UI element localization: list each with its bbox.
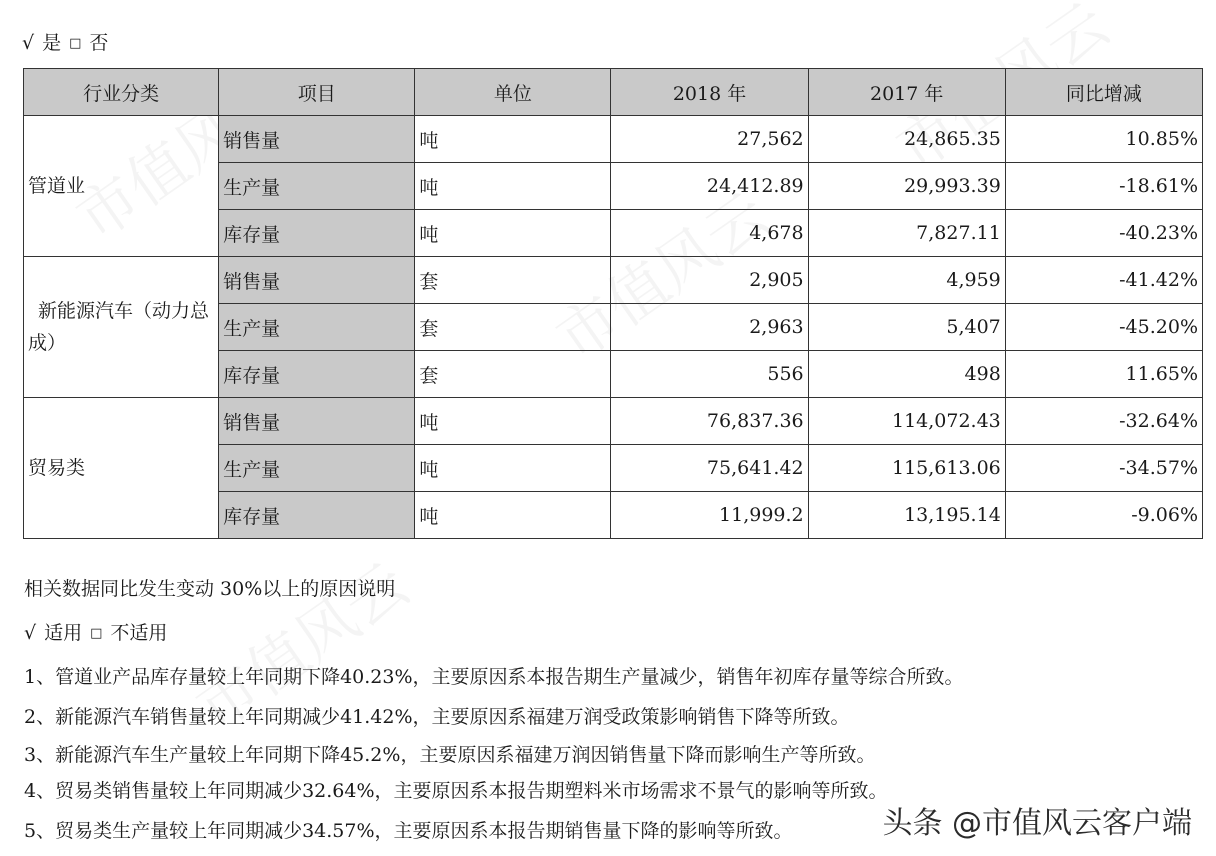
change-cell: 11.65% (1005, 351, 1202, 398)
header-unit: 单位 (415, 69, 611, 116)
change-cell: -40.23% (1005, 210, 1202, 257)
value-2018-cell: 76,837.36 (611, 398, 808, 445)
value-2018-cell: 75,641.42 (611, 445, 808, 492)
confirmation-line (22, 30, 108, 57)
table-header-row (24, 69, 1203, 116)
value-2017-cell: 498 (808, 351, 1005, 398)
check-mark: √ (22, 32, 35, 54)
check-mark: √ (24, 622, 37, 644)
not-applicable-label: 不适用 (110, 622, 168, 644)
table-row (24, 257, 1203, 304)
item-cell: 销售量 (219, 257, 415, 304)
unit-cell: 吨 (415, 163, 611, 210)
applicable-line (24, 620, 167, 647)
note-4: 4、贸易类销售量较上年同期减少32.64%，主要原因系本报告期塑料米市场需求不景气的影响等所致。 (24, 780, 888, 802)
header-industry: 行业分类 (24, 69, 219, 116)
item-cell: 销售量 (219, 116, 415, 163)
change-cell: -9.06% (1005, 492, 1202, 539)
applicable-label: 适用 (44, 622, 83, 644)
unit-cell: 吨 (415, 492, 611, 539)
note-3: 3、新能源汽车生产量较上年同期下降45.2%，主要原因系福建万润因销售量下降而影响生产等所致。 (24, 744, 876, 766)
unit-cell: 吨 (415, 445, 611, 492)
item-cell: 库存量 (219, 351, 415, 398)
unit-cell: 吨 (415, 116, 611, 163)
change-cell: -32.64% (1005, 398, 1202, 445)
value-2017-cell: 5,407 (808, 304, 1005, 351)
value-2017-cell: 13,195.14 (808, 492, 1005, 539)
note-5: 5、贸易类生产量较上年同期减少34.57%，主要原因系本报告期销售量下降的影响等所致。 (24, 820, 793, 842)
change-cell: -34.57% (1005, 445, 1202, 492)
header-2017: 2017 年 (808, 69, 1005, 116)
source-watermark: 头条 @市值风云客户端 (882, 806, 1192, 841)
item-cell: 生产量 (219, 163, 415, 210)
checkbox-empty-icon: □ (90, 626, 103, 641)
change-cell: -18.61% (1005, 163, 1202, 210)
checkbox-empty-icon: □ (69, 36, 82, 51)
item-cell: 库存量 (219, 492, 415, 539)
value-2018-cell: 24,412.89 (611, 163, 808, 210)
table-row (24, 398, 1203, 445)
reason-title: 相关数据同比发生变动 30%以上的原因说明 (24, 578, 396, 600)
no-label: 否 (89, 32, 109, 54)
item-cell: 生产量 (219, 304, 415, 351)
item-cell: 生产量 (219, 445, 415, 492)
value-2017-cell: 4,959 (808, 257, 1005, 304)
note-2: 2、新能源汽车销售量较上年同期减少41.42%，主要原因系福建万润受政策影响销售下降等所致。 (24, 706, 850, 728)
industry-cell: 管道业 (24, 116, 219, 257)
value-2017-cell: 115,613.06 (808, 445, 1005, 492)
production-sales-table (23, 68, 1203, 539)
header-2018: 2018 年 (611, 69, 808, 116)
value-2017-cell: 114,072.43 (808, 398, 1005, 445)
header-yoy-change: 同比增减 (1005, 69, 1202, 116)
value-2018-cell: 2,963 (611, 304, 808, 351)
change-cell: 10.85% (1005, 116, 1202, 163)
value-2017-cell: 7,827.11 (808, 210, 1005, 257)
yes-label: 是 (42, 32, 62, 54)
unit-cell: 套 (415, 351, 611, 398)
change-cell: -41.42% (1005, 257, 1202, 304)
change-cell: -45.20% (1005, 304, 1202, 351)
unit-cell: 吨 (415, 210, 611, 257)
value-2018-cell: 4,678 (611, 210, 808, 257)
note-1: 1、管道业产品库存量较上年同期下降40.23%，主要原因系本报告期生产量减少，销售年初库存量等综合所致。 (24, 666, 964, 688)
table-row (24, 116, 1203, 163)
value-2018-cell: 11,999.2 (611, 492, 808, 539)
value-2018-cell: 27,562 (611, 116, 808, 163)
header-item: 项目 (219, 69, 415, 116)
value-2017-cell: 24,865.35 (808, 116, 1005, 163)
industry-cell: 新能源汽车（动力总成） (24, 257, 219, 398)
value-2018-cell: 556 (611, 351, 808, 398)
industry-cell: 贸易类 (24, 398, 219, 539)
unit-cell: 套 (415, 257, 611, 304)
unit-cell: 套 (415, 304, 611, 351)
value-2017-cell: 29,993.39 (808, 163, 1005, 210)
item-cell: 销售量 (219, 398, 415, 445)
value-2018-cell: 2,905 (611, 257, 808, 304)
unit-cell: 吨 (415, 398, 611, 445)
item-cell: 库存量 (219, 210, 415, 257)
